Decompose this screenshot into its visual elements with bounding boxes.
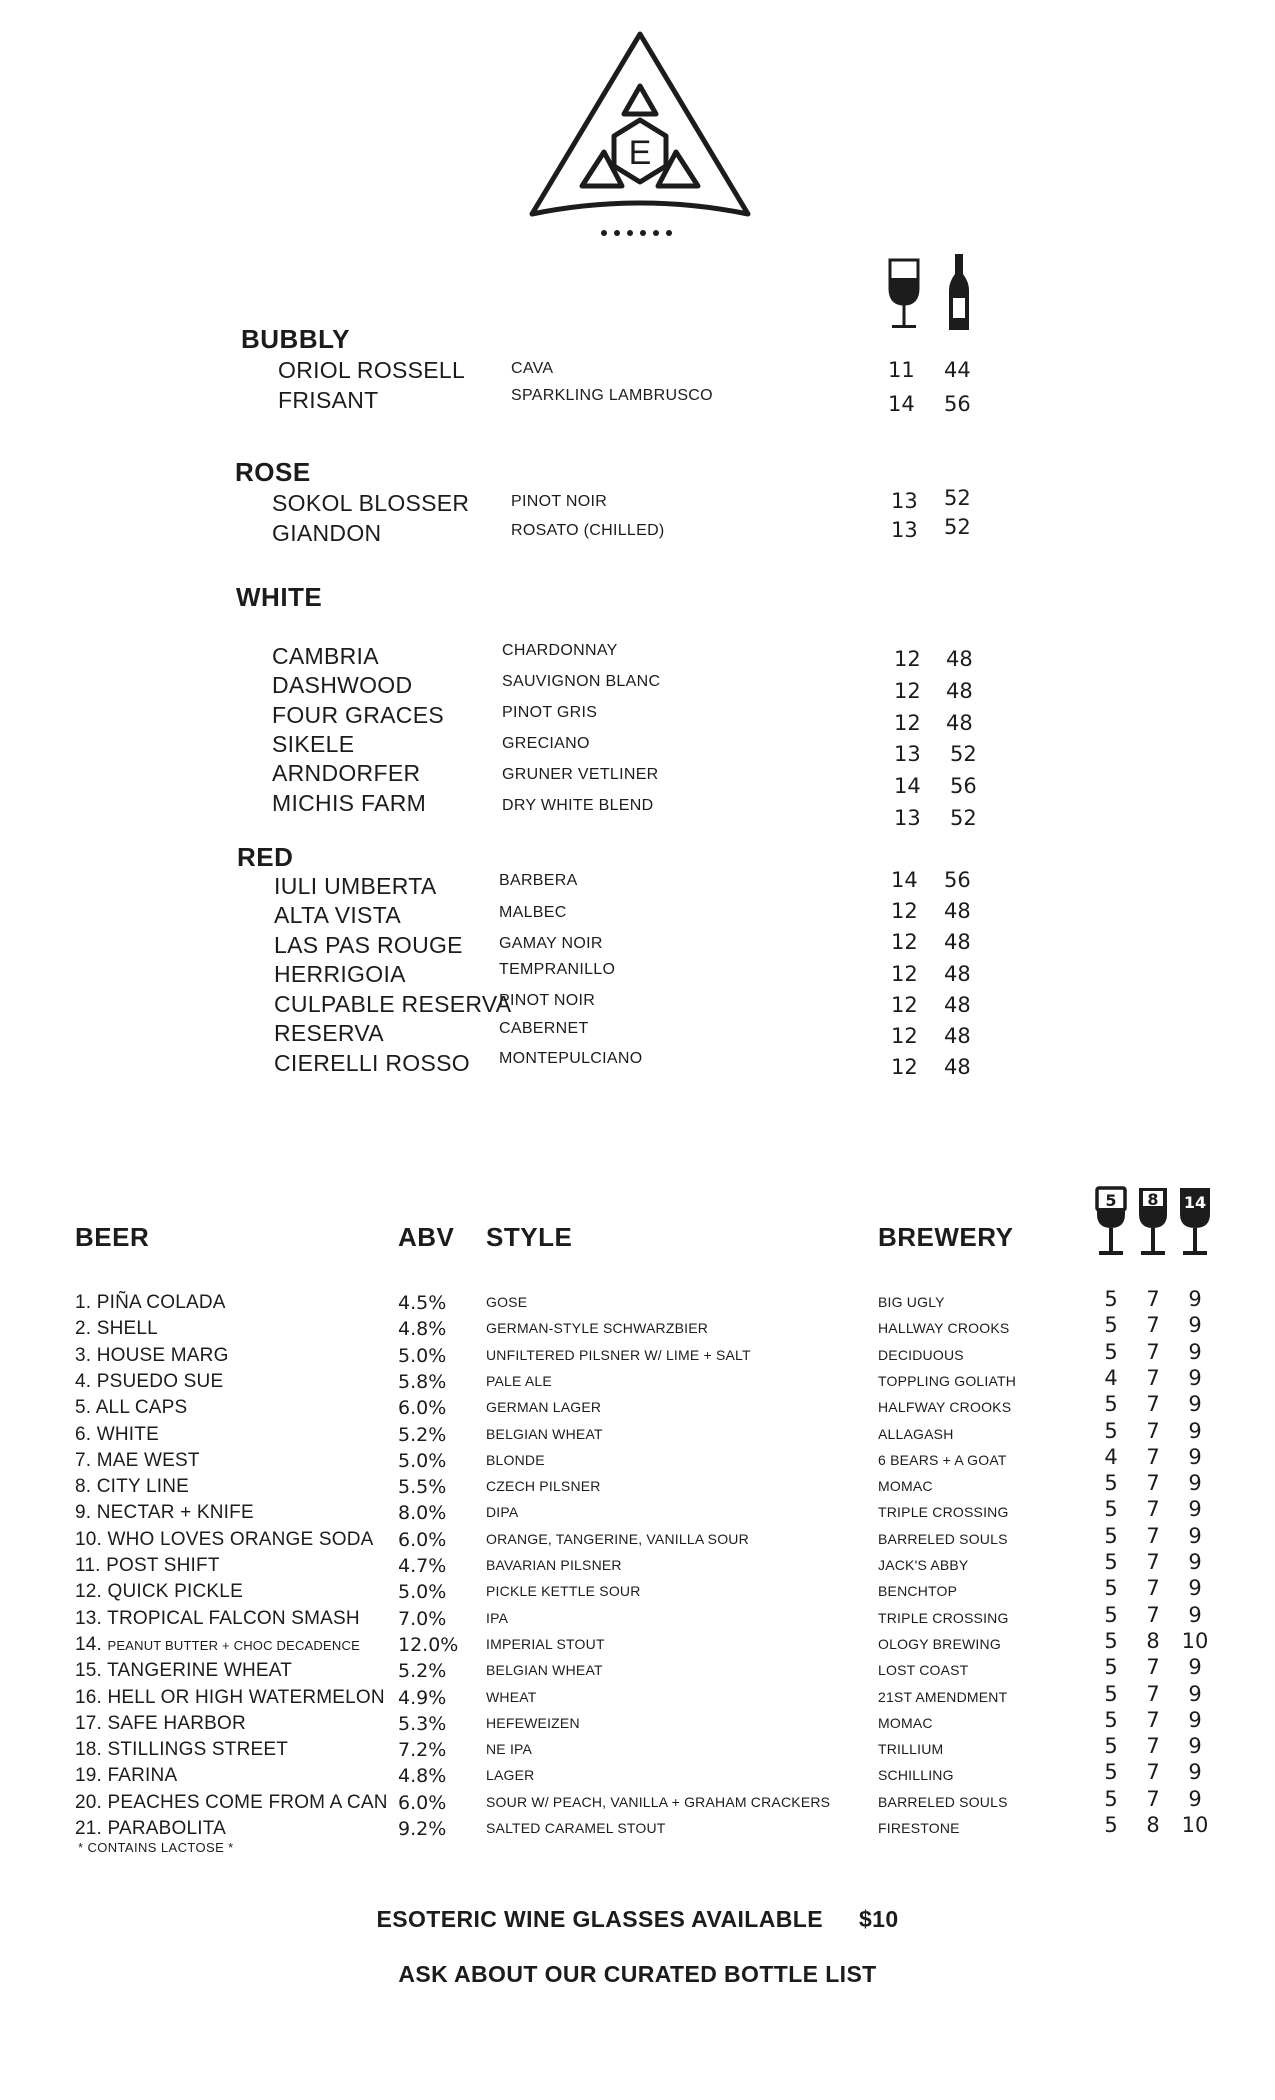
beer-price: 5: [1104, 1813, 1118, 1837]
bottle-price: 52: [944, 515, 971, 539]
beer-price: 7: [1146, 1603, 1160, 1627]
lactose-footnote: * CONTAINS LACTOSE *: [78, 1840, 234, 1855]
beer-name: [75, 1739, 288, 1761]
beer-name: [75, 1450, 200, 1472]
beer-price: 5: [1104, 1419, 1118, 1443]
beer-brewery: BARRELED SOULS: [878, 1794, 1008, 1810]
pour-size-5oz-icon: [1093, 1186, 1129, 1258]
beer-price: 7: [1146, 1550, 1160, 1574]
beer-abv: 4.5%: [398, 1292, 447, 1314]
glass-price: 13: [894, 806, 921, 830]
wine-name: MICHIS FARM: [272, 790, 427, 816]
wine-type: GAMAY NOIR: [499, 935, 603, 952]
beer-number: 17.: [75, 1713, 103, 1734]
bottle-price: 52: [950, 806, 977, 830]
beer-title: PEACHES COME FROM A CAN: [107, 1792, 388, 1813]
beer-abv: 4.8%: [398, 1318, 447, 1340]
bottle-price: 48: [946, 647, 973, 671]
beer-number: 18.: [75, 1739, 103, 1760]
beer-style: PALE ALE: [486, 1373, 552, 1389]
wine-type: PINOT GRIS: [502, 704, 598, 721]
beer-brewery: TOPPLING GOLIATH: [878, 1373, 1017, 1389]
beer-abv: 7.2%: [398, 1739, 447, 1761]
beer-title: MAE WEST: [96, 1450, 200, 1471]
beer-price: 7: [1146, 1655, 1160, 1679]
wine-type: PINOT NOIR: [511, 493, 608, 510]
beer-name: [75, 1502, 254, 1524]
beer-brewery: HALFWAY CROOKS: [878, 1399, 1012, 1415]
beer-abv: 5.3%: [398, 1713, 447, 1735]
beer-style: CZECH PILSNER: [486, 1478, 601, 1494]
wine-type: PINOT NOIR: [499, 992, 596, 1009]
beer-name: [75, 1792, 388, 1814]
bottle-price: 56: [944, 868, 971, 892]
glass-price: 12: [891, 962, 918, 986]
wine-type: CAVA: [511, 360, 554, 377]
wine-name: LAS PAS ROUGE: [274, 932, 463, 958]
beer-brewery: 6 BEARS + A GOAT: [878, 1452, 1007, 1468]
beer-name: [75, 1713, 246, 1735]
glass-price: 12: [894, 711, 921, 735]
beer-brewery: MOMAC: [878, 1478, 933, 1494]
beer-price: 5: [1104, 1734, 1118, 1758]
glass-price: 12: [894, 647, 921, 671]
wine-name: IULI UMBERTA: [274, 873, 437, 899]
beer-name: [75, 1371, 223, 1393]
pour-size-label: 5: [1105, 1191, 1117, 1210]
beer-name: [75, 1424, 159, 1446]
beer-style: IMPERIAL STOUT: [486, 1636, 605, 1652]
beer-brewery: BENCHTOP: [878, 1583, 958, 1599]
beer-price: 5: [1104, 1313, 1118, 1337]
beer-price: 5: [1104, 1340, 1118, 1364]
beer-abv: 6.0%: [398, 1792, 447, 1814]
beer-price: 5: [1104, 1576, 1118, 1600]
beer-style: GERMAN-STYLE SCHWARZBIER: [486, 1320, 709, 1336]
beer-price: 7: [1146, 1682, 1160, 1706]
beer-price: 10: [1181, 1813, 1209, 1837]
beer-title: SHELL: [96, 1318, 158, 1339]
beer-style: SALTED CARAMEL STOUT: [486, 1820, 666, 1836]
beer-number: 7.: [75, 1450, 92, 1471]
beer-title: ALL CAPS: [95, 1397, 188, 1418]
wine-name: SOKOL BLOSSER: [272, 490, 470, 516]
beer-title: POST SHIFT: [106, 1555, 220, 1576]
beer-brewery: SCHILLING: [878, 1767, 954, 1783]
beer-price: 7: [1146, 1419, 1160, 1443]
beer-price: 5: [1104, 1760, 1118, 1784]
beer-price: 9: [1188, 1445, 1202, 1469]
wine-name: CAMBRIA: [272, 643, 379, 669]
style-column-header: STYLE: [486, 1222, 573, 1252]
beer-number: 21.: [75, 1818, 103, 1839]
beer-brewery: TRIPLE CROSSING: [878, 1610, 1009, 1626]
pour-size-14oz-icon: [1177, 1186, 1213, 1258]
wine-name: DASHWOOD: [272, 672, 413, 698]
glass-price: 12: [891, 899, 918, 923]
beer-price: 9: [1188, 1708, 1202, 1732]
beer-title: FARINA: [107, 1765, 178, 1786]
beer-number: 2.: [75, 1318, 92, 1339]
pour-size-8oz-icon: [1135, 1186, 1171, 1258]
beer-abv: 5.2%: [398, 1660, 447, 1682]
beer-number: 4.: [75, 1371, 92, 1392]
wine-name: GIANDON: [272, 520, 382, 546]
beer-style: UNFILTERED PILSNER W/ LIME + SALT: [486, 1347, 751, 1363]
beer-style: BAVARIAN PILSNER: [486, 1557, 622, 1573]
beer-brewery: FIRESTONE: [878, 1820, 960, 1836]
beer-price: 5: [1104, 1682, 1118, 1706]
glasses-price: $10: [858, 1906, 899, 1932]
beer-name: [75, 1345, 229, 1367]
beer-brewery: LOST COAST: [878, 1662, 969, 1678]
beer-price: 8: [1146, 1629, 1160, 1653]
beer-price: 7: [1146, 1471, 1160, 1495]
bottle-price: 52: [944, 486, 971, 510]
beer-brewery: OLOGY BREWING: [878, 1636, 1001, 1652]
bottle-price: 48: [944, 993, 971, 1017]
glass-price: 14: [888, 392, 915, 416]
beer-price: 10: [1181, 1629, 1209, 1653]
beer-price: 7: [1146, 1760, 1160, 1784]
pour-size-label: 8: [1147, 1190, 1159, 1209]
beer-price: 9: [1188, 1313, 1202, 1337]
beer-style: NE IPA: [486, 1741, 533, 1757]
beer-price: 7: [1146, 1497, 1160, 1521]
beer-style: WHEAT: [486, 1689, 537, 1705]
beer-number: 9.: [75, 1502, 92, 1523]
beer-price: 8: [1146, 1813, 1160, 1837]
beer-price: 7: [1146, 1708, 1160, 1732]
beer-brewery: TRILLIUM: [878, 1741, 944, 1757]
beer-title: HOUSE MARG: [96, 1345, 229, 1366]
beer-price: 9: [1188, 1734, 1202, 1758]
wine-name: CULPABLE RESERVA: [274, 991, 512, 1017]
beer-price: 7: [1146, 1787, 1160, 1811]
bottle-price: 48: [944, 1055, 971, 1079]
wine-bottle-icon: [944, 252, 974, 332]
wine-type: MALBEC: [499, 904, 567, 921]
beer-price: 9: [1188, 1366, 1202, 1390]
wine-type: MONTEPULCIANO: [499, 1050, 643, 1067]
beer-number: 6.: [75, 1424, 92, 1445]
beer-brewery: DECIDUOUS: [878, 1347, 964, 1363]
glass-price: 11: [888, 358, 915, 382]
beer-title: WHITE: [96, 1424, 159, 1445]
beer-abv: 7.0%: [398, 1608, 447, 1630]
beer-abv: 5.0%: [398, 1345, 447, 1367]
bottle-price: 56: [944, 392, 971, 416]
beer-title: CITY LINE: [96, 1476, 189, 1497]
beer-title: NECTAR + KNIFE: [96, 1502, 254, 1523]
wine-type: SPARKLING LAMBRUSCO: [511, 387, 713, 404]
wine-type: BARBERA: [499, 872, 578, 889]
beer-price: 7: [1146, 1392, 1160, 1416]
glass-price: 12: [891, 993, 918, 1017]
esoteric-logo: [520, 28, 760, 248]
bottle-price: 48: [944, 899, 971, 923]
beer-number: 8.: [75, 1476, 92, 1497]
beer-price: 7: [1146, 1287, 1160, 1311]
beer-number: 19.: [75, 1765, 103, 1786]
beer-price: 5: [1104, 1392, 1118, 1416]
beer-price: 9: [1188, 1419, 1202, 1443]
glass-price: 12: [891, 930, 918, 954]
beer-number: 12.: [75, 1581, 103, 1602]
beer-number: 10.: [75, 1529, 103, 1550]
section-title-rose: ROSE: [235, 457, 311, 487]
beer-abv: 4.8%: [398, 1765, 447, 1787]
wine-type: ROSATO (CHILLED): [511, 522, 665, 539]
beer-abv: 6.0%: [398, 1529, 447, 1551]
beer-abv: 12.0%: [398, 1634, 459, 1656]
beer-name: [75, 1660, 292, 1682]
beer-abv: 5.2%: [398, 1424, 447, 1446]
beer-number: 16.: [75, 1687, 103, 1708]
beer-title: PEANUT BUTTER + CHOC DECADENCE: [107, 1638, 360, 1653]
wine-type: DRY WHITE BLEND: [502, 797, 654, 814]
beer-brewery: TRIPLE CROSSING: [878, 1504, 1009, 1520]
wine-name: FOUR GRACES: [272, 702, 444, 728]
beer-name: [75, 1555, 220, 1577]
beer-name: [75, 1581, 243, 1603]
beer-price: 9: [1188, 1655, 1202, 1679]
wine-type: CABERNET: [499, 1020, 589, 1037]
beer-name: [75, 1687, 385, 1709]
beer-price: 5: [1104, 1655, 1118, 1679]
wine-name: FRISANT: [278, 387, 379, 413]
wine-type: TEMPRANILLO: [499, 961, 616, 978]
beer-price: 5: [1104, 1471, 1118, 1495]
logo-dots: [596, 226, 676, 240]
beer-name: [75, 1818, 226, 1840]
bottle-list-line: ASK ABOUT OUR CURATED BOTTLE LIST: [398, 1961, 877, 1987]
beer-title: QUICK PICKLE: [107, 1581, 243, 1602]
section-title-white: WHITE: [236, 582, 323, 612]
beer-title: WHO LOVES ORANGE SODA: [107, 1529, 374, 1550]
beer-price: 9: [1188, 1340, 1202, 1364]
wine-name: HERRIGOIA: [274, 961, 406, 987]
beer-price: 7: [1146, 1524, 1160, 1548]
beer-name: [75, 1765, 177, 1787]
beer-style: PICKLE KETTLE SOUR: [486, 1583, 641, 1599]
wine-type: CHARDONNAY: [502, 642, 618, 659]
beer-number: 13.: [75, 1608, 103, 1629]
beer-price: 7: [1146, 1313, 1160, 1337]
beer-name: [75, 1634, 360, 1656]
bottle-price: 48: [946, 711, 973, 735]
beer-price: 5: [1104, 1497, 1118, 1521]
beer-price: 9: [1188, 1497, 1202, 1521]
glasses-available-line: [0, 1906, 1275, 1933]
beer-style: DIPA: [486, 1504, 519, 1520]
wine-glass-icon: [884, 252, 924, 332]
beer-name: [75, 1318, 158, 1340]
beer-price: 9: [1188, 1576, 1202, 1600]
beer-price: 9: [1188, 1550, 1202, 1574]
beer-brewery: BARRELED SOULS: [878, 1531, 1008, 1547]
bottle-price: 48: [946, 679, 973, 703]
beer-title: TROPICAL FALCON SMASH: [107, 1608, 360, 1629]
beer-price: 7: [1146, 1340, 1160, 1364]
wine-type: SAUVIGNON BLANC: [502, 673, 661, 690]
beer-title: TANGERINE WHEAT: [107, 1660, 293, 1681]
beer-abv: 5.0%: [398, 1581, 447, 1603]
pour-size-label: 14: [1183, 1193, 1207, 1212]
beer-price: 7: [1146, 1734, 1160, 1758]
wine-name: ALTA VISTA: [274, 902, 401, 928]
abv-column-header: ABV: [398, 1222, 455, 1252]
beer-price: 7: [1146, 1445, 1160, 1469]
beer-price: 5: [1104, 1550, 1118, 1574]
glass-price: 13: [891, 518, 918, 542]
beer-name: [75, 1529, 374, 1551]
beer-style: SOUR W/ PEACH, VANILLA + GRAHAM CRACKERS: [486, 1794, 831, 1810]
beer-price: 5: [1104, 1603, 1118, 1627]
beer-name: [75, 1476, 189, 1498]
beer-style: GOSE: [486, 1294, 528, 1310]
beer-abv: 5.0%: [398, 1450, 447, 1472]
beer-price: 4: [1104, 1445, 1118, 1469]
beer-name: [75, 1292, 226, 1314]
beer-title: PIÑA COLADA: [96, 1292, 226, 1313]
logo-letter: E: [628, 134, 652, 172]
beer-style: BELGIAN WHEAT: [486, 1662, 603, 1678]
beer-price: 9: [1188, 1524, 1202, 1548]
bottle-price: 56: [950, 774, 977, 798]
beer-abv: 4.7%: [398, 1555, 447, 1577]
bottle-price: 52: [950, 742, 977, 766]
beer-style: IPA: [486, 1610, 509, 1626]
beer-price: 4: [1104, 1366, 1118, 1390]
beer-column-header: BEER: [75, 1222, 150, 1252]
beer-price: 5: [1104, 1287, 1118, 1311]
beer-style: BELGIAN WHEAT: [486, 1426, 603, 1442]
beer-name: [75, 1608, 360, 1630]
beer-title: PSUEDO SUE: [96, 1371, 224, 1392]
glasses-available-text: ESOTERIC WINE GLASSES AVAILABLE: [376, 1906, 823, 1932]
beer-number: 15.: [75, 1660, 103, 1681]
section-title-red: RED: [237, 842, 294, 872]
beer-brewery: BIG UGLY: [878, 1294, 945, 1310]
glass-price: 13: [891, 489, 918, 513]
wine-name: ORIOL ROSSELL: [278, 357, 466, 383]
beer-number: 20.: [75, 1792, 103, 1813]
beer-brewery: 21ST AMENDMENT: [878, 1689, 1008, 1705]
beer-price: 5: [1104, 1787, 1118, 1811]
glass-price: 12: [894, 679, 921, 703]
beer-price: 9: [1188, 1471, 1202, 1495]
glass-price: 12: [891, 1055, 918, 1079]
beer-style: HEFEWEIZEN: [486, 1715, 580, 1731]
beer-style: BLONDE: [486, 1452, 545, 1468]
beer-abv: 5.8%: [398, 1371, 447, 1393]
beer-number: 14.: [75, 1634, 103, 1655]
beer-brewery: JACK'S ABBY: [878, 1557, 969, 1573]
bottle-price: 48: [944, 962, 971, 986]
beer-title: HELL OR HIGH WATERMELON: [107, 1687, 385, 1708]
beer-abv: 9.2%: [398, 1818, 447, 1840]
beer-price: 9: [1188, 1287, 1202, 1311]
beer-abv: 8.0%: [398, 1502, 447, 1524]
wine-type: GRECIANO: [502, 735, 590, 752]
beer-number: 3.: [75, 1345, 92, 1366]
glass-price: 12: [891, 1024, 918, 1048]
beer-number: 11.: [75, 1555, 101, 1576]
beer-price: 9: [1188, 1682, 1202, 1706]
glass-price: 13: [894, 742, 921, 766]
wine-name: RESERVA: [274, 1020, 384, 1046]
wine-name: ARNDORFER: [272, 760, 421, 786]
beer-abv: 5.5%: [398, 1476, 447, 1498]
section-title-bubbly: BUBBLY: [241, 324, 350, 354]
beer-style: GERMAN LAGER: [486, 1399, 602, 1415]
beer-price: 7: [1146, 1366, 1160, 1390]
beer-price: 9: [1188, 1392, 1202, 1416]
bottle-price: 48: [944, 930, 971, 954]
beer-abv: 6.0%: [398, 1397, 447, 1419]
beer-price: 5: [1104, 1524, 1118, 1548]
wine-name: SIKELE: [272, 731, 355, 757]
brewery-column-header: BREWERY: [878, 1222, 1014, 1252]
beer-price: 7: [1146, 1576, 1160, 1600]
glass-price: 14: [891, 868, 918, 892]
beer-brewery: HALLWAY CROOKS: [878, 1320, 1010, 1336]
beer-price: 9: [1188, 1787, 1202, 1811]
beer-price: 5: [1104, 1708, 1118, 1732]
beer-style: ORANGE, TANGERINE, VANILLA SOUR: [486, 1531, 749, 1547]
glass-price: 14: [894, 774, 921, 798]
beer-abv: 4.9%: [398, 1687, 447, 1709]
wine-name: CIERELLI ROSSO: [274, 1050, 470, 1076]
beer-style: LAGER: [486, 1767, 535, 1783]
beer-name: [75, 1397, 187, 1419]
wine-type: GRUNER VETLINER: [502, 766, 659, 783]
beer-title: STILLINGS STREET: [107, 1739, 289, 1760]
bottle-price: 44: [944, 358, 971, 382]
beer-price: 9: [1188, 1760, 1202, 1784]
bottle-price: 48: [944, 1024, 971, 1048]
beer-price: 5: [1104, 1629, 1118, 1653]
beer-brewery: ALLAGASH: [878, 1426, 954, 1442]
beer-brewery: MOMAC: [878, 1715, 933, 1731]
beer-title: PARABOLITA: [107, 1818, 226, 1839]
beer-price: 9: [1188, 1603, 1202, 1627]
beer-number: 1.: [75, 1292, 92, 1313]
beer-number: 5.: [75, 1397, 92, 1418]
beer-title: SAFE HARBOR: [107, 1713, 246, 1734]
